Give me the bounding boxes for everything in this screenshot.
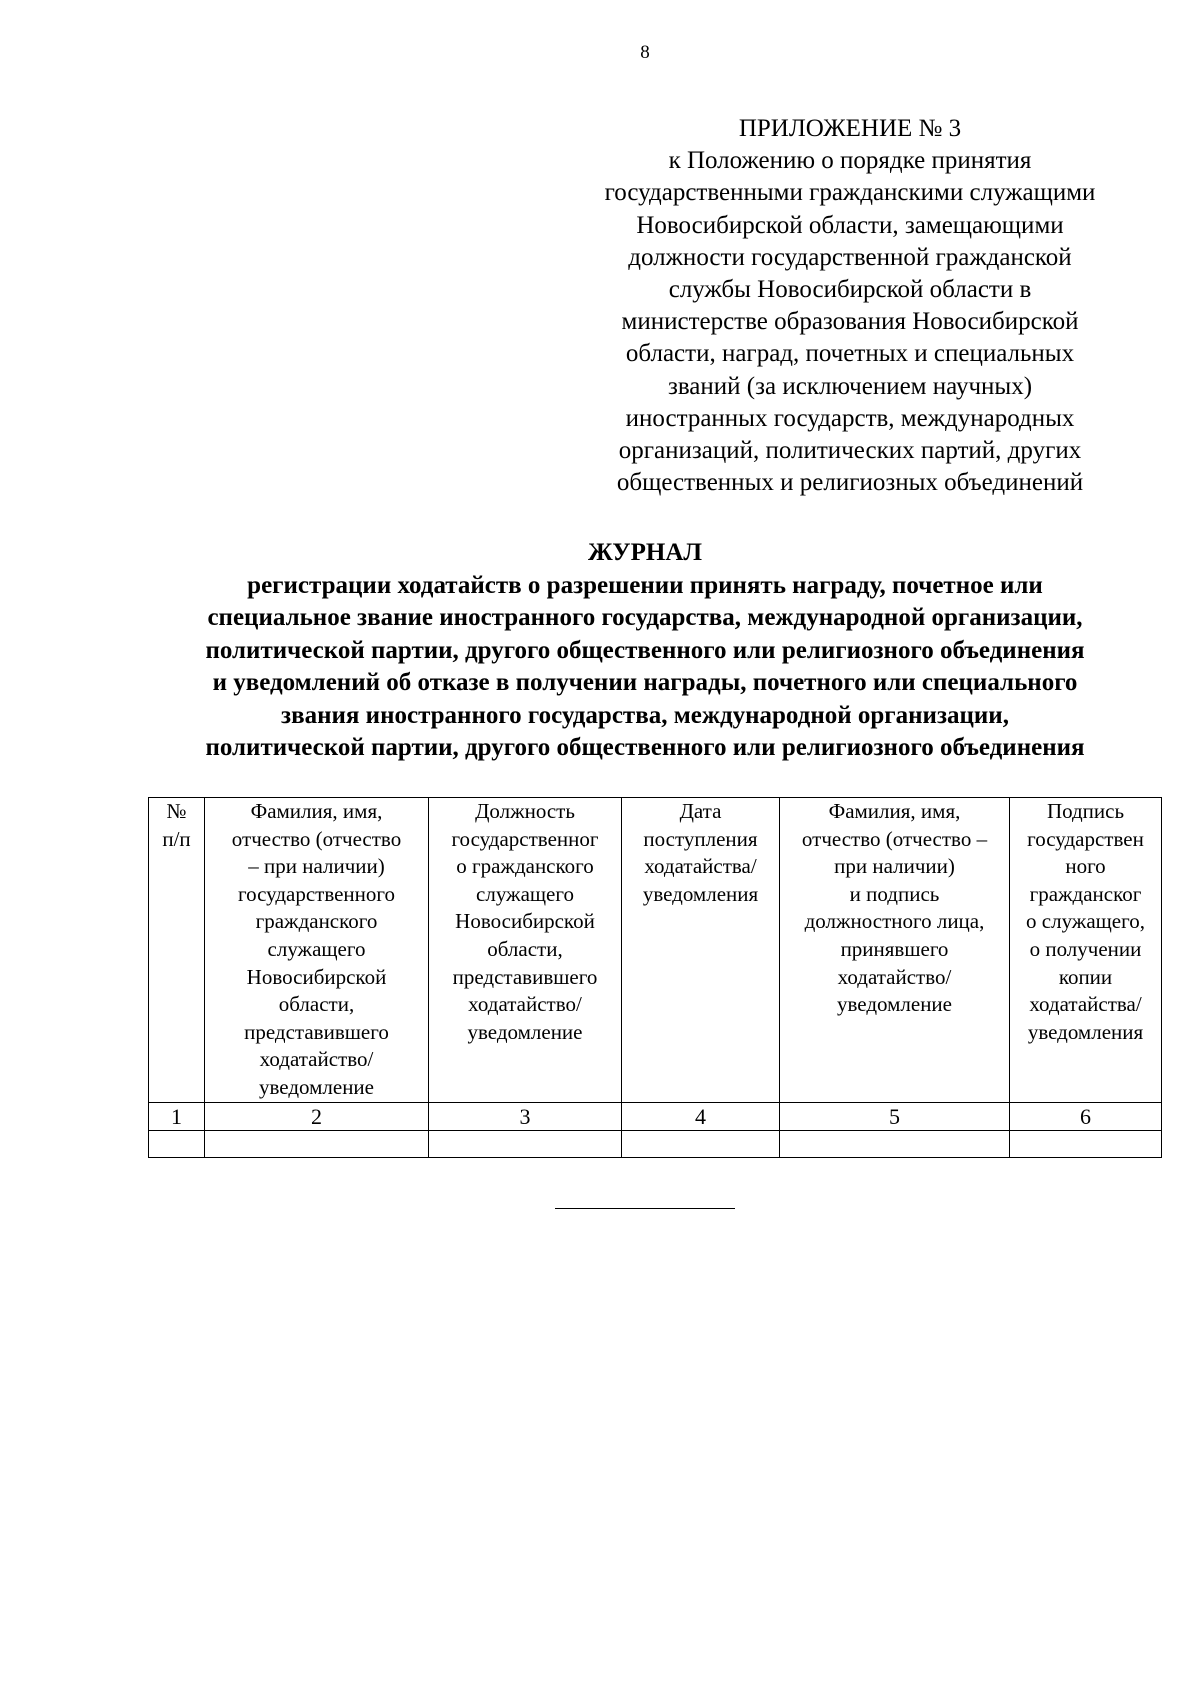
- header-line: уведомления: [642, 881, 759, 906]
- header-line: ходатайства/: [644, 854, 757, 879]
- appendix-line: министерстве образования Новосибирской: [621, 308, 1079, 336]
- table-cell: [780, 1130, 1010, 1157]
- journal-subtitle-line: регистрации ходатайств о разрешении принять награду, почетное или: [247, 571, 1043, 599]
- journal-subtitle-line: и уведомлений об отказе в получении награды, почетного или специального: [212, 669, 1078, 696]
- table-cell: [149, 1130, 205, 1157]
- column-number-cell: 3: [429, 1102, 622, 1130]
- appendix-block: [555, 113, 1145, 499]
- header-line: Фамилия, имя,: [828, 799, 961, 823]
- column-header-servant-signature: [1010, 798, 1162, 1103]
- header-line: уведомление: [258, 1074, 374, 1099]
- header-line: области,: [278, 992, 355, 1017]
- header-line: о гражданского: [456, 854, 594, 879]
- page-number: 8: [640, 42, 650, 63]
- header-line: ходатайство/: [468, 992, 582, 1017]
- journal-subtitle-line: специальное звание иностранного государства, международной организации,: [207, 604, 1083, 631]
- header-line: №: [166, 799, 187, 823]
- header-line: Дата: [679, 799, 722, 823]
- header-line: отчество (отчество –: [801, 826, 988, 851]
- table-cell: [1010, 1130, 1162, 1157]
- journal-subtitle-line: политической партии, другого общественного или религиозного объединения: [205, 734, 1085, 761]
- appendix-line: иностранных государств, международных: [625, 404, 1075, 432]
- header-line: области,: [487, 936, 563, 961]
- header-line: поступления: [643, 826, 758, 851]
- appendix-line: должности государственной гражданской: [628, 243, 1072, 271]
- registration-table: [148, 797, 1162, 1158]
- journal-subtitle-line: звания иностранного государства, международной организации,: [281, 701, 1009, 729]
- table-header-row: [149, 798, 1162, 1103]
- header-line: Новосибирской: [455, 909, 595, 934]
- header-line: гражданского: [255, 909, 378, 934]
- header-line: и подпись: [849, 881, 940, 906]
- appendix-line: службы Новосибирской области в: [668, 276, 1032, 304]
- column-number-cell: 2: [205, 1102, 429, 1130]
- column-number-row: [149, 1102, 1162, 1130]
- appendix-title: ПРИЛОЖЕНИЕ № 3: [738, 115, 962, 142]
- column-header-official-name: [780, 798, 1010, 1103]
- header-line: Подпись: [1046, 799, 1125, 823]
- column-header-number: [149, 798, 205, 1103]
- appendix-line: общественных и религиозных объединений: [616, 469, 1084, 497]
- header-line: ного: [1065, 854, 1106, 879]
- header-line: государствен: [1027, 826, 1144, 851]
- journal-subtitle-line: политической партии, другого общественного или религиозного объединения: [205, 636, 1085, 664]
- header-line: представившего: [244, 1019, 389, 1044]
- header-line: должностного лица,: [804, 909, 985, 934]
- table-cell: [205, 1130, 429, 1157]
- header-line: принявшего: [840, 936, 949, 961]
- column-header-position: [429, 798, 622, 1103]
- header-line: Должность: [475, 799, 575, 823]
- header-line: государственного: [237, 881, 396, 906]
- journal-heading: [100, 537, 1190, 765]
- header-line: отчество (отчество: [231, 826, 402, 851]
- header-line: о служащего,: [1026, 909, 1145, 934]
- column-header-servant-name: [205, 798, 429, 1103]
- header-line: служащего: [267, 936, 366, 961]
- header-line: ходатайства/: [1029, 992, 1142, 1017]
- appendix-line: организаций, политических партий, других: [618, 437, 1082, 465]
- appendix-line: Новосибирской области, замещающими: [636, 211, 1064, 239]
- header-line: при наличии): [834, 854, 955, 879]
- header-line: – при наличии): [248, 854, 385, 879]
- table-cell: [429, 1130, 622, 1157]
- table-cell: [622, 1130, 780, 1157]
- appendix-line: к Положению о порядке принятия: [668, 147, 1032, 175]
- header-line: уведомления: [1027, 1019, 1144, 1044]
- column-number-cell: 4: [622, 1102, 780, 1130]
- column-number-cell: 5: [780, 1102, 1010, 1130]
- header-line: ходатайство/: [837, 964, 952, 989]
- header-line: о получении: [1029, 936, 1142, 961]
- appendix-line: области, наград, почетных и специальных: [625, 340, 1075, 368]
- header-line: п/п: [162, 826, 191, 851]
- header-line: уведомление: [467, 1019, 583, 1044]
- header-line: Фамилия, имя,: [250, 799, 383, 823]
- column-number-cell: 6: [1010, 1102, 1162, 1130]
- header-line: уведомление: [836, 992, 952, 1017]
- header-line: служащего: [476, 881, 574, 906]
- header-line: копии: [1058, 964, 1113, 989]
- header-line: государственног: [451, 826, 599, 851]
- header-line: гражданског: [1029, 881, 1142, 906]
- header-line: Новосибирской: [246, 964, 387, 989]
- appendix-line: званий (за исключением научных): [667, 372, 1033, 400]
- journal-title: ЖУРНАЛ: [587, 539, 703, 566]
- end-separator-line: [555, 1208, 735, 1209]
- column-header-receipt-date: [622, 798, 780, 1103]
- header-line: представившего: [452, 964, 598, 989]
- appendix-line: государственными гражданскими служащими: [604, 179, 1096, 207]
- column-number-cell: 1: [149, 1102, 205, 1130]
- header-line: ходатайство/: [259, 1047, 374, 1072]
- table-row: [149, 1130, 1162, 1157]
